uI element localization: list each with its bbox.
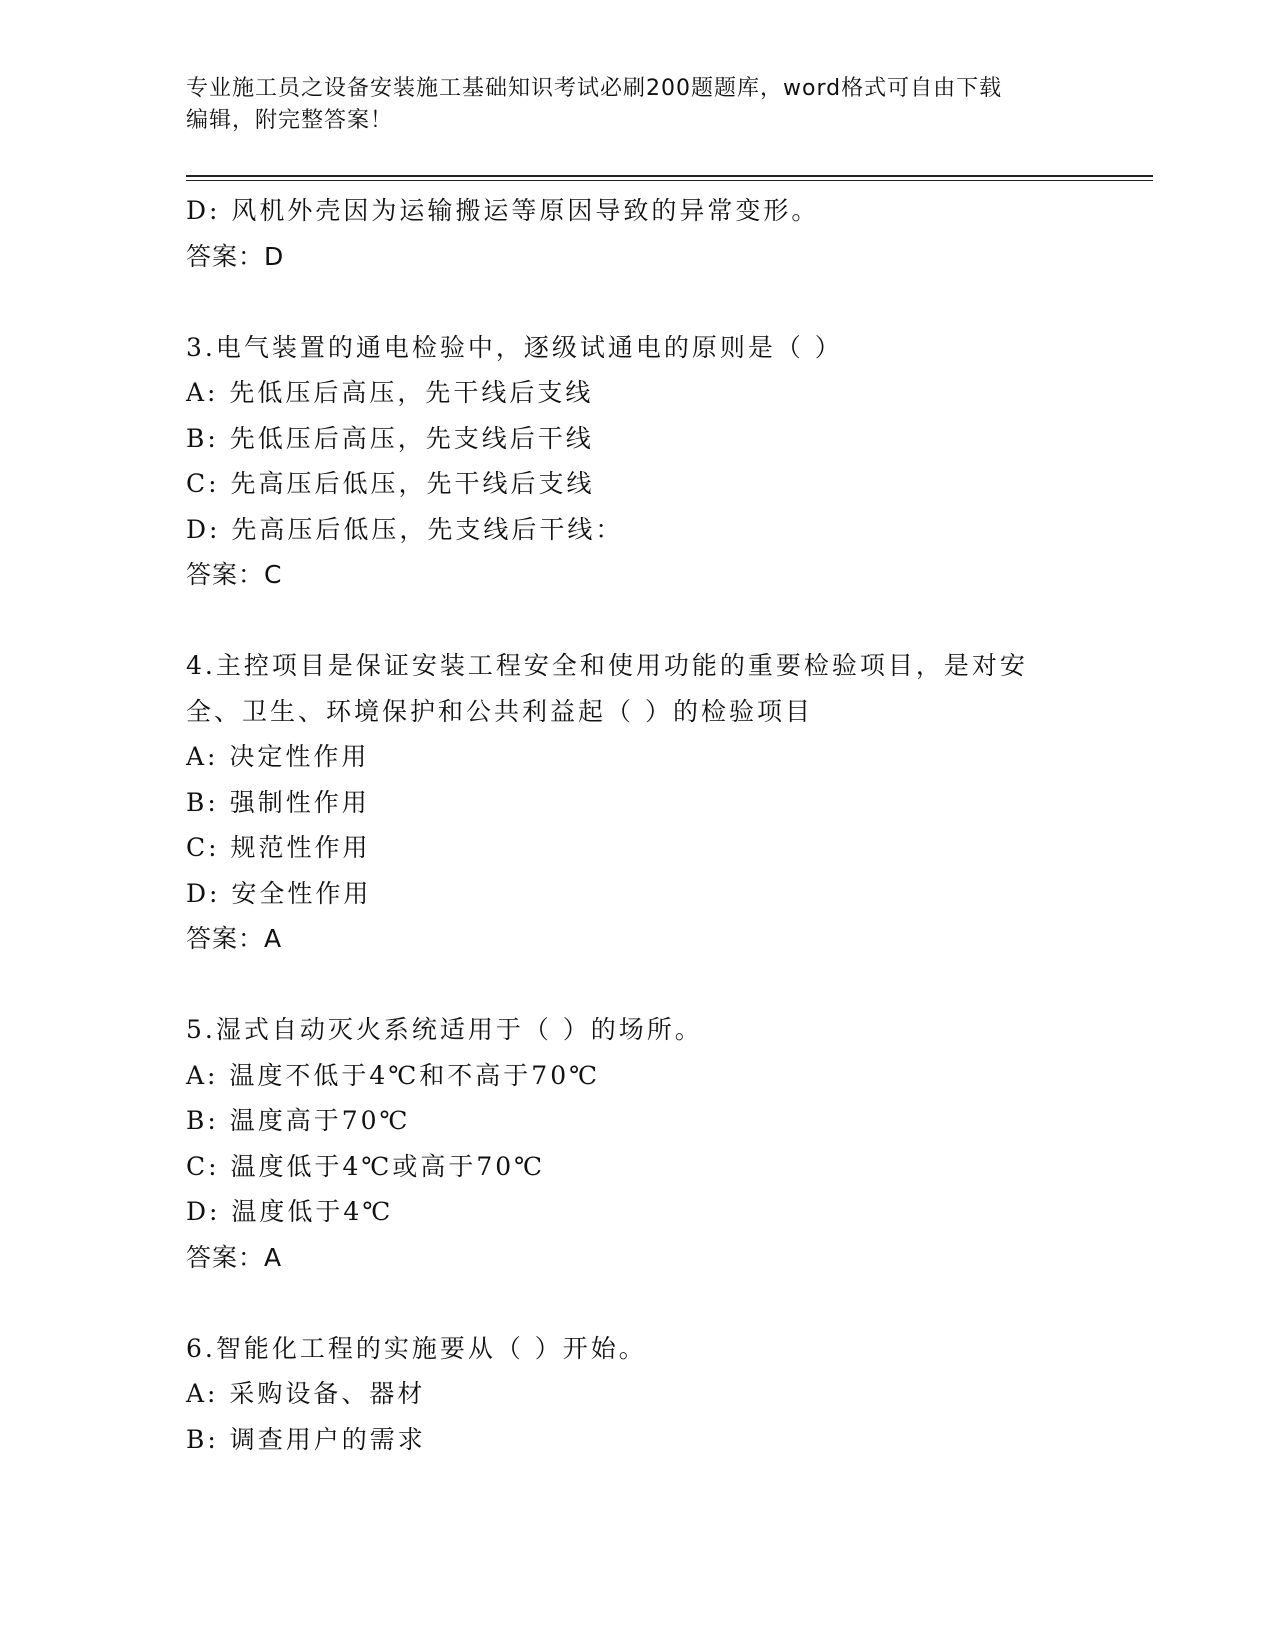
option-d: D: 风机外壳因为运输搬运等原因导致的异常变形。: [186, 196, 820, 225]
spacer: [186, 962, 1086, 1008]
answer-line: 答案：C: [186, 560, 283, 589]
option-b: B: 先低压后高压，先支线后干线: [186, 423, 594, 453]
answer-line: 答案：A: [186, 924, 283, 953]
header-divider-thin: [186, 180, 1153, 181]
option-b: B: 强制性作用: [186, 787, 370, 817]
question-stem: 5.湿式自动灭火系统适用于（ ）的场所。: [186, 1015, 703, 1044]
answer-line: 答案：A: [186, 1242, 283, 1272]
spacer: [186, 279, 1086, 325]
header-title-line-1: 专业施工员之设备安装施工基础知识考试必刷200题题库，word格式可自由下载: [186, 76, 1003, 101]
option-a: A: 决定性作用: [186, 742, 370, 771]
option-a: A: 采购设备、器材: [186, 1379, 426, 1408]
question-4: [186, 643, 1086, 962]
question-2-tail: [186, 188, 1086, 279]
option-d: D: 温度低于4℃: [186, 1197, 394, 1226]
question-6: [186, 1326, 1086, 1463]
question-3: [186, 325, 1086, 598]
option-d: D: 安全性作用: [186, 878, 372, 908]
question-stem-line-1: 4.主控项目是保证安装工程安全和使用功能的重要检验项目，是对安: [186, 651, 1028, 680]
spacer: [186, 598, 1086, 644]
header-divider-thick: [186, 175, 1153, 177]
question-list: [186, 188, 1086, 1462]
option-b: B: 调查用户的需求: [186, 1424, 426, 1454]
spacer: [186, 1280, 1086, 1326]
question-stem: 6.智能化工程的实施要从（ ）开始。: [186, 1333, 647, 1363]
question-stem: 3.电气装置的通电检验中，逐级试通电的原则是（ ）: [186, 332, 843, 362]
document-header: [186, 73, 1066, 137]
answer-line: 答案：D: [186, 241, 285, 271]
option-c: C: 先高压后低压，先干线后支线: [186, 469, 595, 498]
option-d: D: 先高压后低压，先支线后干线：: [186, 514, 624, 544]
question-5: [186, 1007, 1086, 1280]
header-title-line-2: 编辑，附完整答案！: [186, 108, 394, 133]
option-c: C: 规范性作用: [186, 833, 371, 862]
option-a: A: 先低压后高压，先干线后支线: [186, 378, 594, 407]
option-a: A: 温度不低于4℃和不高于70℃: [186, 1060, 601, 1090]
option-b: B: 温度高于70℃: [186, 1106, 411, 1135]
question-stem-line-2: 全、卫生、环境保护和公共利益起（ ）的检验项目: [186, 696, 813, 726]
option-c: C: 温度低于4℃或高于70℃: [186, 1151, 546, 1181]
